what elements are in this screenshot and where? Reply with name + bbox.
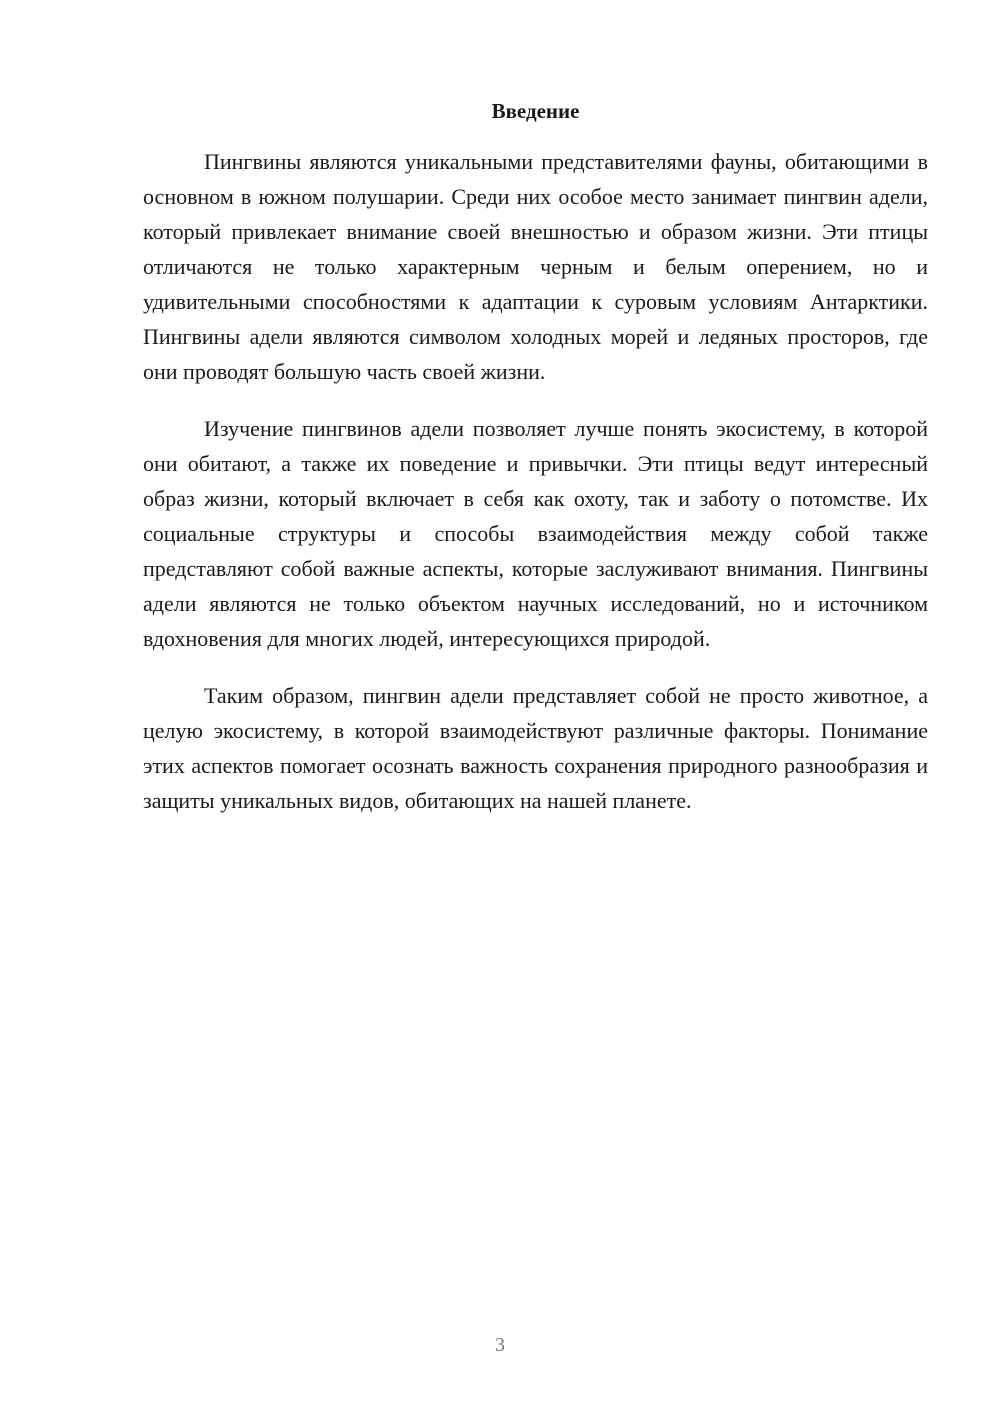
section-title: Введение (491, 99, 580, 123)
paragraph-3: Таким образом, пингвин адели представляет собой не просто животное, а целую экосистему, в которой взаимодействуют различные факторы. Понимание этих аспектов помогает осознать важность сохранения природного разнообразия и защиты уникальных видов, обитающих на нашей планете. (143, 683, 928, 813)
body-text (143, 144, 928, 840)
page-number: 3 (495, 1334, 505, 1356)
paragraph-2: Изучение пингвинов адели позволяет лучше понять экосистему, в которой они обитают, а также их поведение и привычки. Эти птицы ведут интересный образ жизни, который включает в себя как охоту, так и заботу о потомстве. Их социальные структуры и способы взаимодействия между собой также представляют собой важные аспекты, которые заслуживают внимания. Пингвины адели являются не только объектом научных исследований, но и источником вдохновения для многих людей, интересующихся природой. (143, 416, 928, 651)
paragraph-1: Пингвины являются уникальными представителями фауны, обитающими в основном в южном полушарии. Среди них особое место занимает пингвин адели, который привлекает внимание своей внешностью и образом жизни. Эти птицы отличаются не только характерным черным и белым оперением, но и удивительными способностями к адаптации к суровым условиям Антарктики. Пингвины адели являются символом холодных морей и ледяных просторов, где они проводят большую часть своей жизни. (143, 149, 928, 384)
